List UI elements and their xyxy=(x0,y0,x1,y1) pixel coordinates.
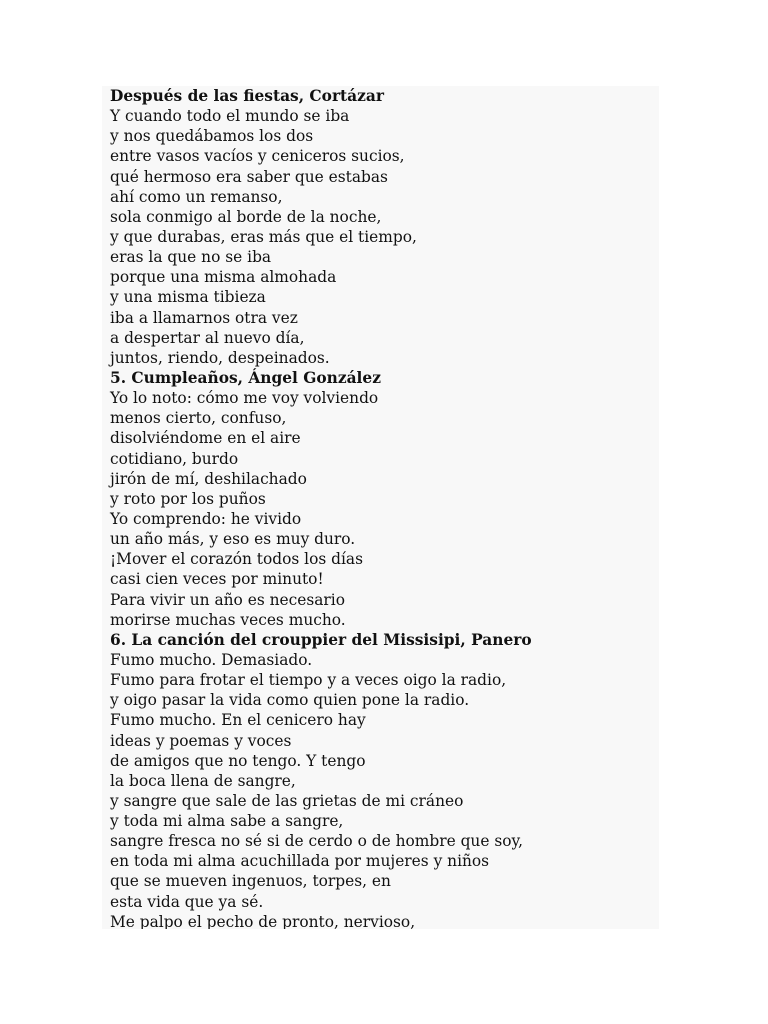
poem-line: casi cien veces por minuto! xyxy=(110,570,324,589)
poem-line: Yo comprendo: he vivido xyxy=(110,509,302,528)
poem-line: jirón de mí, deshilachado xyxy=(110,469,307,488)
poem-line: y toda mi alma sabe a sangre, xyxy=(110,812,344,831)
poem-line: iba a llamarnos otra vez xyxy=(110,308,298,327)
poem-line: eras la que no se iba xyxy=(110,248,272,267)
poem-heading: Después de las fiestas, Cortázar xyxy=(110,87,384,105)
poem-line: qué hermoso era saber que estabas xyxy=(110,167,388,186)
poem-line: disolviéndome en el aire xyxy=(110,429,301,448)
poem-line: sola conmigo al borde de la noche, xyxy=(110,207,382,226)
poem-line: y sangre que sale de las grietas de mi cráneo xyxy=(110,791,464,810)
poem-line: a despertar al nuevo día, xyxy=(110,328,305,347)
poem-line: menos cierto, confuso, xyxy=(110,409,287,428)
poem-line: Fumo mucho. Demasiado. xyxy=(110,650,313,669)
poem-line: y una misma tibieza xyxy=(110,288,266,307)
poem-line: y nos quedábamos los dos xyxy=(110,127,314,146)
poem-line: juntos, riendo, despeinados. xyxy=(110,348,330,367)
poem-line: y que durabas, eras más que el tiempo, xyxy=(110,227,417,246)
poem-line: sangre fresca no sé si de cerdo o de hombre que soy, xyxy=(110,832,524,851)
poem-line: ideas y poemas y voces xyxy=(110,731,292,750)
document-page xyxy=(102,86,659,929)
poem-line: Me palpo el pecho de pronto, nervioso, xyxy=(110,912,416,929)
poem-line: Para vivir un año es necesario xyxy=(110,590,345,609)
poem-heading: 6. La canción del crouppier del Missisipi, Panero xyxy=(110,630,532,649)
poem-line: y roto por los puños xyxy=(110,489,266,508)
poem-line: esta vida que ya sé. xyxy=(110,892,264,911)
poem-line: la boca llena de sangre, xyxy=(110,771,296,790)
poem-line: de amigos que no tengo. Y tengo xyxy=(110,751,366,770)
poem-line: ¡Mover el corazón todos los días xyxy=(110,550,363,569)
poem-text-block xyxy=(110,86,532,929)
poem-line: porque una misma almohada xyxy=(110,268,337,287)
poem-line: en toda mi alma acuchillada por mujeres y niños xyxy=(110,852,490,871)
poem-line: morirse muchas veces mucho. xyxy=(110,610,346,629)
poem-line: cotidiano, burdo xyxy=(110,449,239,468)
poem-line: que se mueven ingenuos, torpes, en xyxy=(110,872,391,891)
poem-line: Fumo para frotar el tiempo y a veces oigo la radio, xyxy=(110,671,507,690)
poem-heading: 5. Cumpleaños, Ángel González xyxy=(110,368,381,387)
poem-line: Fumo mucho. En el cenicero hay xyxy=(110,711,366,730)
poem-line: ahí como un remanso, xyxy=(110,187,283,206)
poem-line: entre vasos vacíos y ceniceros sucios, xyxy=(110,147,405,166)
poem-line: un año más, y eso es muy duro. xyxy=(110,530,356,549)
poem-line: Yo lo noto: cómo me voy volviendo xyxy=(110,389,379,408)
poem-line: Y cuando todo el mundo se iba xyxy=(110,107,350,126)
poem-line: y oigo pasar la vida como quien pone la radio. xyxy=(110,691,470,710)
